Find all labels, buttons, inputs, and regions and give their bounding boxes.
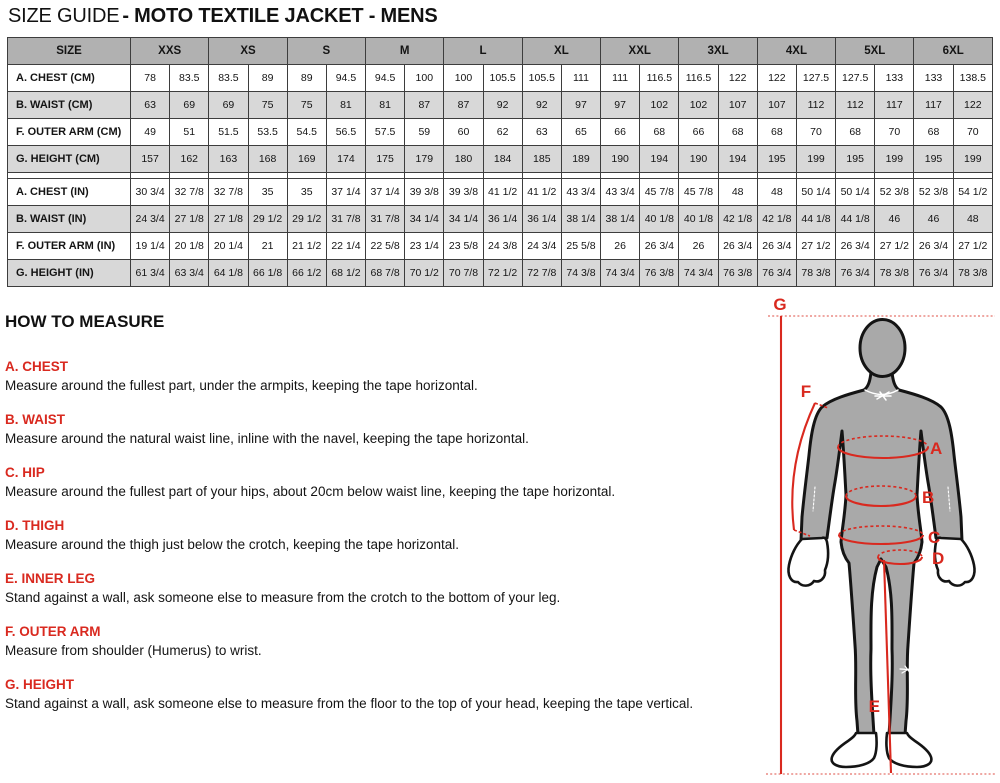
size-value-cell: 50 1/4 (796, 179, 835, 206)
row-label: G. HEIGHT (CM) (8, 146, 131, 173)
size-value-cell: 21 1/2 (287, 233, 326, 260)
size-value-cell: 87 (405, 92, 444, 119)
figure-label-waist: B (922, 488, 935, 507)
size-value-cell: 19 1/4 (131, 233, 170, 260)
size-value-cell: 44 1/8 (796, 206, 835, 233)
size-value-cell: 42 1/8 (757, 206, 796, 233)
size-table-row (8, 92, 993, 119)
size-value-cell: 40 1/8 (679, 206, 718, 233)
size-column-header: 5XL (836, 38, 914, 65)
measure-section-label: B. WAIST (5, 412, 65, 427)
size-value-cell: 27 1/2 (953, 233, 992, 260)
size-value-cell: 20 1/4 (209, 233, 248, 260)
size-value-cell: 190 (679, 146, 718, 173)
size-value-cell: 133 (914, 65, 953, 92)
size-value-cell: 54 1/2 (953, 179, 992, 206)
size-value-cell: 97 (561, 92, 600, 119)
size-table (7, 37, 993, 287)
size-value-cell: 65 (561, 119, 600, 146)
size-value-cell: 133 (875, 65, 914, 92)
size-value-cell: 26 3/4 (640, 233, 679, 260)
size-value-cell: 27 1/2 (796, 233, 835, 260)
size-value-cell: 122 (953, 92, 992, 119)
size-value-cell: 36 1/4 (522, 206, 561, 233)
row-label: B. WAIST (CM) (8, 92, 131, 119)
size-value-cell: 69 (209, 92, 248, 119)
size-value-cell: 59 (405, 119, 444, 146)
size-value-cell: 40 1/8 (640, 206, 679, 233)
size-value-cell: 116.5 (679, 65, 718, 92)
size-value-cell: 199 (953, 146, 992, 173)
size-column-header: 3XL (679, 38, 757, 65)
head (860, 320, 905, 377)
row-label: F. OUTER ARM (IN) (8, 233, 131, 260)
measure-section-text: Stand against a wall, ask someone else to measure from the floor to the top of your head, keeping the tape vertical. (5, 696, 694, 711)
size-value-cell: 83.5 (170, 65, 209, 92)
measure-section-text: Measure from shoulder (Humerus) to wrist. (5, 643, 262, 658)
size-value-cell: 20 1/8 (170, 233, 209, 260)
size-value-cell: 26 3/4 (836, 233, 875, 260)
size-value-cell: 78 3/8 (875, 260, 914, 287)
size-value-cell: 51 (170, 119, 209, 146)
size-value-cell: 112 (796, 92, 835, 119)
size-value-cell: 194 (640, 146, 679, 173)
measure-section-text: Measure around the thigh just below the crotch, keeping the tape horizontal. (5, 537, 460, 552)
size-table-row (8, 146, 993, 173)
measure-section-label: A. CHEST (5, 359, 69, 374)
measure-section-text: Measure around the natural waist line, inline with the navel, keeping the tape horizontal. (5, 431, 529, 446)
size-value-cell: 92 (522, 92, 561, 119)
size-value-cell: 66 (601, 119, 640, 146)
size-value-cell: 70 (875, 119, 914, 146)
measure-section-label: D. THIGH (5, 518, 65, 533)
measure-section-label: E. INNER LEG (5, 571, 96, 586)
size-value-cell: 41 1/2 (483, 179, 522, 206)
size-value-cell: 53.5 (248, 119, 287, 146)
left-boot (832, 733, 877, 767)
size-value-cell: 76 3/8 (718, 260, 757, 287)
size-value-cell: 45 7/8 (679, 179, 718, 206)
size-column-header: L (444, 38, 522, 65)
size-value-cell: 185 (522, 146, 561, 173)
size-value-cell: 64 1/8 (209, 260, 248, 287)
size-value-cell: 78 3/8 (796, 260, 835, 287)
figure-label-height: G (773, 295, 787, 314)
size-value-cell: 68 1/2 (326, 260, 365, 287)
figure-label-outer-arm: F (800, 382, 812, 401)
size-value-cell: 105.5 (483, 65, 522, 92)
size-value-cell: 48 (953, 206, 992, 233)
figure-label-thigh: D (932, 549, 945, 568)
size-value-cell: 51.5 (209, 119, 248, 146)
size-value-cell: 26 3/4 (718, 233, 757, 260)
figure-label-inner-leg: E (868, 697, 880, 716)
row-label: F. OUTER ARM (CM) (8, 119, 131, 146)
size-value-cell: 29 1/2 (248, 206, 287, 233)
size-value-cell: 78 3/8 (953, 260, 992, 287)
measure-sections (5, 359, 757, 711)
size-value-cell: 39 3/8 (405, 179, 444, 206)
size-value-cell: 30 3/4 (131, 179, 170, 206)
size-value-cell: 41 1/2 (522, 179, 561, 206)
row-label: B. WAIST (IN) (8, 206, 131, 233)
size-value-cell: 63 3/4 (170, 260, 209, 287)
size-value-cell: 38 1/4 (601, 206, 640, 233)
size-value-cell: 107 (757, 92, 796, 119)
size-value-cell: 76 3/4 (914, 260, 953, 287)
size-value-cell: 44 1/8 (836, 206, 875, 233)
body-diagram (758, 295, 1000, 778)
size-value-cell: 29 1/2 (287, 206, 326, 233)
size-value-cell: 195 (836, 146, 875, 173)
title-prefix: SIZE GUIDE (8, 5, 120, 27)
title-product: - MOTO TEXTILE JACKET - MENS (122, 5, 438, 27)
size-value-cell: 72 1/2 (483, 260, 522, 287)
size-value-cell: 26 3/4 (757, 233, 796, 260)
size-value-cell: 74 3/4 (601, 260, 640, 287)
size-value-cell: 27 1/2 (875, 233, 914, 260)
size-value-cell: 100 (444, 65, 483, 92)
size-value-cell: 22 1/4 (326, 233, 365, 260)
size-value-cell: 27 1/8 (209, 206, 248, 233)
size-value-cell: 180 (444, 146, 483, 173)
size-value-cell: 112 (836, 92, 875, 119)
size-value-cell: 100 (405, 65, 444, 92)
size-value-cell: 184 (483, 146, 522, 173)
size-value-cell: 68 (718, 119, 757, 146)
size-value-cell: 23 1/4 (405, 233, 444, 260)
measure-section-text: Measure around the fullest part, under the armpits, keeping the tape horizontal. (5, 378, 478, 393)
size-value-cell: 81 (326, 92, 365, 119)
size-value-cell: 89 (287, 65, 326, 92)
measure-section (5, 359, 757, 393)
size-value-cell: 78 (131, 65, 170, 92)
size-value-cell: 69 (170, 92, 209, 119)
size-value-cell: 66 (679, 119, 718, 146)
size-value-cell: 194 (718, 146, 757, 173)
size-value-cell: 74 3/4 (679, 260, 718, 287)
size-value-cell: 174 (326, 146, 365, 173)
size-value-cell: 75 (248, 92, 287, 119)
size-table-corner-label: SIZE (8, 38, 131, 65)
page-title (8, 5, 1000, 28)
size-value-cell: 31 7/8 (326, 206, 365, 233)
size-value-cell: 26 3/4 (914, 233, 953, 260)
size-value-cell: 74 3/8 (561, 260, 600, 287)
size-value-cell: 122 (718, 65, 757, 92)
size-value-cell: 68 (836, 119, 875, 146)
size-value-cell: 70 7/8 (444, 260, 483, 287)
size-value-cell: 162 (170, 146, 209, 173)
size-value-cell: 49 (131, 119, 170, 146)
measure-section-text: Stand against a wall, ask someone else to measure from the crotch to the bottom of your leg. (5, 590, 561, 605)
size-value-cell: 102 (640, 92, 679, 119)
size-value-cell: 68 (757, 119, 796, 146)
size-value-cell: 31 7/8 (366, 206, 405, 233)
size-value-cell: 175 (366, 146, 405, 173)
size-value-cell: 24 3/8 (483, 233, 522, 260)
size-value-cell: 89 (248, 65, 287, 92)
size-value-cell: 43 3/4 (561, 179, 600, 206)
size-value-cell: 75 (287, 92, 326, 119)
size-value-cell: 107 (718, 92, 757, 119)
size-column-header: XS (209, 38, 287, 65)
size-value-cell: 169 (287, 146, 326, 173)
size-value-cell: 37 1/4 (326, 179, 365, 206)
size-value-cell: 56.5 (326, 119, 365, 146)
size-column-header: 6XL (914, 38, 993, 65)
measure-section (5, 518, 757, 552)
how-to-measure-heading: HOW TO MEASURE (5, 312, 165, 331)
measure-section (5, 571, 757, 605)
size-value-cell: 76 3/4 (836, 260, 875, 287)
figure-label-hip: C (928, 528, 941, 547)
size-value-cell: 116.5 (640, 65, 679, 92)
size-value-cell: 68 (914, 119, 953, 146)
size-value-cell: 22 5/8 (366, 233, 405, 260)
size-value-cell: 70 (796, 119, 835, 146)
size-value-cell: 105.5 (522, 65, 561, 92)
size-column-header: 4XL (757, 38, 835, 65)
size-value-cell: 27 1/8 (170, 206, 209, 233)
size-value-cell: 45 7/8 (640, 179, 679, 206)
size-value-cell: 61 3/4 (131, 260, 170, 287)
size-value-cell: 21 (248, 233, 287, 260)
row-label: A. CHEST (IN) (8, 179, 131, 206)
size-value-cell: 35 (287, 179, 326, 206)
size-value-cell: 94.5 (366, 65, 405, 92)
size-value-cell: 39 3/8 (444, 179, 483, 206)
size-value-cell: 87 (444, 92, 483, 119)
size-value-cell: 70 (953, 119, 992, 146)
left-glove (788, 538, 828, 586)
size-value-cell: 37 1/4 (366, 179, 405, 206)
measure-section-label: F. OUTER ARM (5, 624, 101, 639)
size-column-header: M (366, 38, 444, 65)
size-value-cell: 111 (561, 65, 600, 92)
measure-section (5, 412, 757, 446)
size-value-cell: 76 3/8 (640, 260, 679, 287)
size-value-cell: 60 (444, 119, 483, 146)
size-value-cell: 111 (601, 65, 640, 92)
size-value-cell: 52 3/8 (914, 179, 953, 206)
size-value-cell: 63 (131, 92, 170, 119)
measure-section-label: G. HEIGHT (5, 677, 75, 692)
size-table-row (8, 119, 993, 146)
measure-section (5, 677, 757, 711)
row-label: A. CHEST (CM) (8, 65, 131, 92)
size-value-cell: 46 (914, 206, 953, 233)
size-value-cell: 195 (757, 146, 796, 173)
figure-label-chest: A (930, 439, 943, 458)
size-value-cell: 199 (796, 146, 835, 173)
size-value-cell: 199 (875, 146, 914, 173)
size-value-cell: 117 (875, 92, 914, 119)
size-value-cell: 195 (914, 146, 953, 173)
size-column-header: XXS (131, 38, 209, 65)
size-value-cell: 32 7/8 (170, 179, 209, 206)
size-value-cell: 68 (640, 119, 679, 146)
size-value-cell: 190 (601, 146, 640, 173)
size-value-cell: 63 (522, 119, 561, 146)
size-value-cell: 34 1/4 (405, 206, 444, 233)
size-value-cell: 62 (483, 119, 522, 146)
measurement-figure (758, 295, 1000, 778)
size-value-cell: 70 1/2 (405, 260, 444, 287)
size-value-cell: 168 (248, 146, 287, 173)
size-value-cell: 42 1/8 (718, 206, 757, 233)
size-value-cell: 32 7/8 (209, 179, 248, 206)
measure-section (5, 465, 757, 499)
size-value-cell: 24 3/4 (131, 206, 170, 233)
size-value-cell: 34 1/4 (444, 206, 483, 233)
size-value-cell: 97 (601, 92, 640, 119)
size-value-cell: 83.5 (209, 65, 248, 92)
size-table-row (8, 206, 993, 233)
size-value-cell: 24 3/4 (522, 233, 561, 260)
size-table-row (8, 233, 993, 260)
size-value-cell: 43 3/4 (601, 179, 640, 206)
measure-section-label: C. HIP (5, 465, 45, 480)
size-value-cell: 23 5/8 (444, 233, 483, 260)
size-value-cell: 68 7/8 (366, 260, 405, 287)
size-value-cell: 25 5/8 (561, 233, 600, 260)
size-value-cell: 66 1/8 (248, 260, 287, 287)
size-table-header-row (8, 38, 993, 65)
size-value-cell: 92 (483, 92, 522, 119)
size-value-cell: 157 (131, 146, 170, 173)
how-to-measure (5, 312, 757, 711)
size-column-header: XXL (601, 38, 679, 65)
size-column-header: XL (522, 38, 600, 65)
size-column-header: S (287, 38, 365, 65)
size-value-cell: 38 1/4 (561, 206, 600, 233)
size-value-cell: 127.5 (836, 65, 875, 92)
size-value-cell: 122 (757, 65, 796, 92)
size-value-cell: 179 (405, 146, 444, 173)
measure-section-text: Measure around the fullest part of your hips, about 20cm below waist line, keeping the tape horizontal. (5, 484, 616, 499)
size-value-cell: 35 (248, 179, 287, 206)
size-value-cell: 48 (757, 179, 796, 206)
size-value-cell: 50 1/4 (836, 179, 875, 206)
size-value-cell: 72 7/8 (522, 260, 561, 287)
size-value-cell: 76 3/4 (757, 260, 796, 287)
row-label: G. HEIGHT (IN) (8, 260, 131, 287)
size-value-cell: 127.5 (796, 65, 835, 92)
size-value-cell: 117 (914, 92, 953, 119)
size-value-cell: 66 1/2 (287, 260, 326, 287)
size-value-cell: 26 (601, 233, 640, 260)
size-value-cell: 57.5 (366, 119, 405, 146)
size-value-cell: 52 3/8 (875, 179, 914, 206)
size-table-row (8, 179, 993, 206)
size-table-row (8, 260, 993, 287)
size-value-cell: 102 (679, 92, 718, 119)
size-value-cell: 81 (366, 92, 405, 119)
size-value-cell: 189 (561, 146, 600, 173)
size-value-cell: 26 (679, 233, 718, 260)
size-value-cell: 94.5 (326, 65, 365, 92)
size-value-cell: 54.5 (287, 119, 326, 146)
size-value-cell: 48 (718, 179, 757, 206)
size-value-cell: 163 (209, 146, 248, 173)
size-value-cell: 46 (875, 206, 914, 233)
measure-section (5, 624, 757, 658)
right-boot (886, 733, 931, 767)
size-value-cell: 138.5 (953, 65, 992, 92)
size-value-cell: 36 1/4 (483, 206, 522, 233)
size-table-row (8, 65, 993, 92)
